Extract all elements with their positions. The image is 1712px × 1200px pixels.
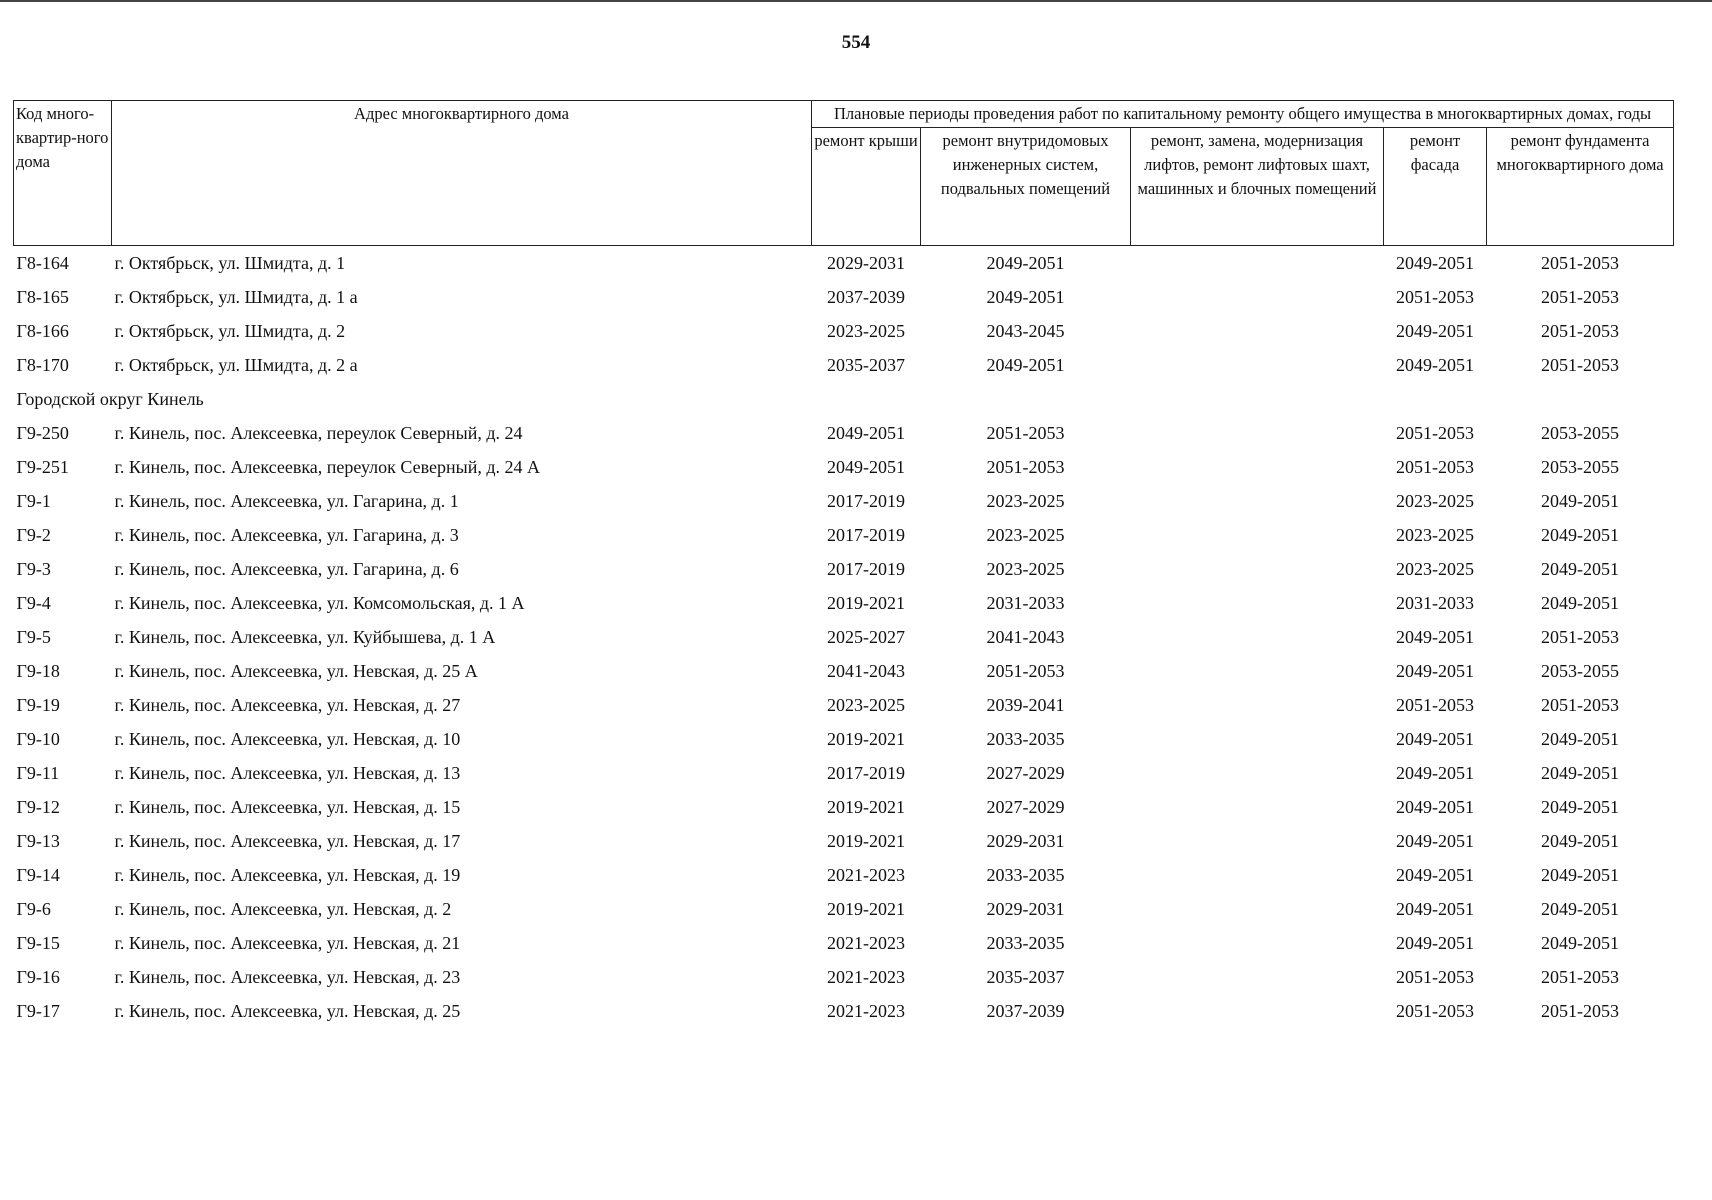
cell-address: г. Кинель, пос. Алексеевка, ул. Невская, д. 15	[114, 796, 461, 817]
table-row	[14, 314, 1674, 348]
table-row	[14, 348, 1674, 382]
cell-facade: 2049-2051	[1396, 932, 1474, 953]
cell-foundation: 2049-2051	[1541, 796, 1620, 817]
cell-systems: 2049-2051	[986, 252, 1065, 273]
cell-roof: 2017-2019	[827, 490, 905, 511]
cell-foundation: 2051-2053	[1541, 320, 1620, 341]
table-row	[14, 484, 1674, 518]
table-row	[14, 960, 1674, 994]
cell-lifts	[1131, 416, 1384, 450]
cell-code: Г9-11	[16, 762, 60, 783]
cell-address: г. Кинель, пос. Алексеевка, ул. Невская, д. 19	[114, 864, 461, 885]
table-row	[14, 620, 1674, 654]
cell-code: Г9-251	[16, 456, 69, 477]
cell-roof: 2035-2037	[827, 354, 905, 375]
cell-roof: 2021-2023	[827, 966, 905, 987]
cell-address: г. Кинель, пос. Алексеевка, ул. Гагарина, д. 1	[114, 490, 459, 511]
cell-systems: 2027-2029	[986, 796, 1065, 817]
cell-lifts	[1131, 552, 1384, 586]
cell-address: г. Кинель, пос. Алексеевка, переулок Северный, д. 24	[114, 422, 523, 443]
cell-foundation: 2049-2051	[1541, 558, 1620, 579]
cell-roof: 2021-2023	[827, 1000, 905, 1021]
cell-lifts	[1131, 246, 1384, 281]
cell-roof: 2023-2025	[827, 694, 905, 715]
cell-lifts	[1131, 926, 1384, 960]
cell-facade: 2023-2025	[1396, 524, 1474, 545]
cell-address: г. Кинель, пос. Алексеевка, ул. Невская, д. 21	[114, 932, 461, 953]
cell-code: Г8-164	[16, 252, 69, 273]
cell-foundation: 2051-2053	[1541, 966, 1620, 987]
cell-address: г. Кинель, пос. Алексеевка, ул. Комсомольская, д. 1 А	[114, 592, 525, 613]
cell-lifts	[1131, 892, 1384, 926]
cell-lifts	[1131, 960, 1384, 994]
cell-lifts	[1131, 756, 1384, 790]
cell-systems: 2023-2025	[986, 558, 1065, 579]
cell-foundation: 2051-2053	[1541, 252, 1620, 273]
cell-address: г. Октябрьск, ул. Шмидта, д. 2 а	[114, 354, 358, 375]
table-row	[14, 722, 1674, 756]
header-foundation: ремонт фундамента многоквартирного дома	[1487, 128, 1674, 246]
cell-roof: 2025-2027	[827, 626, 905, 647]
cell-foundation: 2053-2055	[1541, 422, 1620, 443]
cell-address: г. Кинель, пос. Алексеевка, ул. Невская, д. 25 А	[114, 660, 478, 681]
cell-foundation: 2051-2053	[1541, 354, 1620, 375]
cell-systems: 2027-2029	[986, 762, 1065, 783]
cell-address: г. Кинель, пос. Алексеевка, ул. Невская, д. 23	[114, 966, 461, 987]
cell-facade: 2049-2051	[1396, 762, 1474, 783]
cell-facade: 2051-2053	[1396, 286, 1474, 307]
cell-facade: 2051-2053	[1396, 422, 1474, 443]
cell-code: Г9-17	[16, 1000, 60, 1021]
cell-foundation: 2051-2053	[1541, 694, 1620, 715]
cell-code: Г9-16	[16, 966, 60, 987]
table-row	[14, 994, 1674, 1028]
page-number: 554	[841, 32, 871, 53]
cell-facade: 2023-2025	[1396, 558, 1474, 579]
cell-foundation: 2051-2053	[1541, 626, 1620, 647]
cell-facade: 2031-2033	[1396, 592, 1474, 613]
table-row	[14, 280, 1674, 314]
cell-code: Г9-3	[16, 558, 51, 579]
cell-foundation: 2049-2051	[1541, 762, 1620, 783]
table-row	[14, 450, 1674, 484]
cell-systems: 2037-2039	[986, 1000, 1065, 1021]
cell-systems: 2033-2035	[986, 728, 1065, 749]
cell-systems: 2041-2043	[986, 626, 1065, 647]
group-row	[14, 382, 1674, 416]
cell-lifts	[1131, 688, 1384, 722]
cell-systems: 2029-2031	[986, 898, 1065, 919]
table-row	[14, 892, 1674, 926]
cell-facade: 2049-2051	[1396, 898, 1474, 919]
cell-foundation: 2049-2051	[1541, 592, 1620, 613]
cell-systems: 2031-2033	[986, 592, 1065, 613]
cell-address: г. Кинель, пос. Алексеевка, ул. Куйбышева, д. 1 А	[114, 626, 496, 647]
cell-foundation: 2053-2055	[1541, 660, 1620, 681]
cell-code: Г9-2	[16, 524, 51, 545]
cell-facade: 2049-2051	[1396, 320, 1474, 341]
cell-roof: 2049-2051	[827, 422, 905, 443]
header-address: Адрес многоквартирного дома	[112, 101, 812, 246]
table-row	[14, 926, 1674, 960]
cell-roof: 2019-2021	[827, 898, 905, 919]
capital-repair-table-wrapper	[13, 100, 1674, 1028]
cell-systems: 2023-2025	[986, 490, 1065, 511]
cell-facade: 2049-2051	[1396, 660, 1474, 681]
cell-facade: 2049-2051	[1396, 830, 1474, 851]
cell-address: г. Кинель, пос. Алексеевка, ул. Гагарина, д. 3	[114, 524, 459, 545]
cell-code: Г9-10	[16, 728, 60, 749]
cell-facade: 2049-2051	[1396, 728, 1474, 749]
cell-foundation: 2053-2055	[1541, 456, 1620, 477]
table-row	[14, 756, 1674, 790]
cell-code: Г9-13	[16, 830, 60, 851]
cell-roof: 2017-2019	[827, 524, 905, 545]
header-systems: ремонт внутридомовых инженерных систем, подвальных помещений	[921, 128, 1131, 246]
cell-systems: 2051-2053	[986, 456, 1065, 477]
cell-code: Г9-4	[16, 592, 51, 613]
cell-systems: 2023-2025	[986, 524, 1065, 545]
cell-lifts	[1131, 620, 1384, 654]
table-row	[14, 654, 1674, 688]
cell-systems: 2029-2031	[986, 830, 1065, 851]
cell-foundation: 2049-2051	[1541, 524, 1620, 545]
cell-roof: 2019-2021	[827, 728, 905, 749]
cell-code: Г9-18	[16, 660, 60, 681]
cell-address: г. Октябрьск, ул. Шмидта, д. 1	[114, 252, 346, 273]
cell-facade: 2023-2025	[1396, 490, 1474, 511]
table-row	[14, 586, 1674, 620]
cell-facade: 2051-2053	[1396, 456, 1474, 477]
table-row	[14, 246, 1674, 281]
cell-address: г. Кинель, пос. Алексеевка, ул. Гагарина, д. 6	[114, 558, 459, 579]
cell-roof: 2019-2021	[827, 830, 905, 851]
cell-address: г. Октябрьск, ул. Шмидта, д. 1 а	[114, 286, 358, 307]
cell-foundation: 2051-2053	[1541, 1000, 1620, 1021]
header-roof: ремонт крыши	[812, 128, 921, 246]
cell-systems: 2049-2051	[986, 354, 1065, 375]
top-rule	[0, 0, 1712, 2]
header-lifts: ремонт, замена, модернизация лифтов, ремонт лифтовых шахт, машинных и блочных помещений	[1131, 128, 1384, 246]
cell-address: г. Кинель, пос. Алексеевка, ул. Невская, д. 10	[114, 728, 461, 749]
cell-foundation: 2049-2051	[1541, 490, 1620, 511]
table-body	[14, 246, 1674, 1029]
cell-facade: 2049-2051	[1396, 626, 1474, 647]
cell-lifts	[1131, 484, 1384, 518]
cell-lifts	[1131, 722, 1384, 756]
cell-roof: 2021-2023	[827, 864, 905, 885]
table-row	[14, 858, 1674, 892]
cell-lifts	[1131, 518, 1384, 552]
cell-lifts	[1131, 450, 1384, 484]
cell-address: г. Октябрьск, ул. Шмидта, д. 2	[114, 320, 346, 341]
table-row	[14, 824, 1674, 858]
cell-roof: 2019-2021	[827, 796, 905, 817]
cell-lifts	[1131, 586, 1384, 620]
cell-address: г. Кинель, пос. Алексеевка, ул. Невская, д. 25	[114, 1000, 461, 1021]
cell-code: Г9-6	[16, 898, 51, 919]
cell-systems: 2049-2051	[986, 286, 1065, 307]
cell-roof: 2037-2039	[827, 286, 905, 307]
group-title: Городской округ Кинель	[16, 388, 204, 409]
cell-facade: 2051-2053	[1396, 966, 1474, 987]
cell-foundation: 2049-2051	[1541, 728, 1620, 749]
cell-code: Г9-14	[16, 864, 60, 885]
cell-code: Г8-166	[16, 320, 69, 341]
cell-roof: 2023-2025	[827, 320, 905, 341]
header-code: Код много-квартир-ного дома	[14, 101, 112, 246]
cell-address: г. Кинель, пос. Алексеевка, переулок Северный, д. 24 А	[114, 456, 541, 477]
cell-code: Г9-5	[16, 626, 51, 647]
table-row	[14, 518, 1674, 552]
cell-facade: 2049-2051	[1396, 354, 1474, 375]
table-row	[14, 552, 1674, 586]
cell-code: Г8-170	[16, 354, 69, 375]
cell-address: г. Кинель, пос. Алексеевка, ул. Невская, д. 2	[114, 898, 452, 919]
cell-lifts	[1131, 790, 1384, 824]
cell-systems: 2051-2053	[986, 660, 1065, 681]
cell-code: Г9-1	[16, 490, 51, 511]
cell-facade: 2051-2053	[1396, 1000, 1474, 1021]
capital-repair-table	[13, 100, 1674, 1028]
cell-lifts	[1131, 654, 1384, 688]
table-row	[14, 416, 1674, 450]
cell-facade: 2049-2051	[1396, 864, 1474, 885]
cell-facade: 2049-2051	[1396, 796, 1474, 817]
cell-systems: 2035-2037	[986, 966, 1065, 987]
cell-lifts	[1131, 994, 1384, 1028]
header-facade: ремонт фасада	[1384, 128, 1487, 246]
cell-roof: 2017-2019	[827, 558, 905, 579]
cell-code: Г9-19	[16, 694, 60, 715]
cell-systems: 2043-2045	[986, 320, 1065, 341]
cell-systems: 2039-2041	[986, 694, 1065, 715]
cell-foundation: 2049-2051	[1541, 898, 1620, 919]
cell-systems: 2051-2053	[986, 422, 1065, 443]
cell-facade: 2049-2051	[1396, 252, 1474, 273]
cell-lifts	[1131, 314, 1384, 348]
cell-roof: 2021-2023	[827, 932, 905, 953]
cell-code: Г9-15	[16, 932, 60, 953]
cell-code: Г9-250	[16, 422, 69, 443]
table-header	[14, 101, 1674, 246]
cell-address: г. Кинель, пос. Алексеевка, ул. Невская, д. 27	[114, 694, 461, 715]
cell-systems: 2033-2035	[986, 932, 1065, 953]
table-row	[14, 688, 1674, 722]
cell-address: г. Кинель, пос. Алексеевка, ул. Невская, д. 17	[114, 830, 461, 851]
header-periods: Плановые периоды проведения работ по капитальному ремонту общего имущества в многоквартирных домах, годы	[812, 101, 1674, 128]
cell-foundation: 2049-2051	[1541, 830, 1620, 851]
cell-foundation: 2051-2053	[1541, 286, 1620, 307]
cell-foundation: 2049-2051	[1541, 932, 1620, 953]
cell-roof: 2029-2031	[827, 252, 905, 273]
cell-roof: 2049-2051	[827, 456, 905, 477]
cell-facade: 2051-2053	[1396, 694, 1474, 715]
cell-systems: 2033-2035	[986, 864, 1065, 885]
cell-address: г. Кинель, пос. Алексеевка, ул. Невская, д. 13	[114, 762, 461, 783]
cell-code: Г9-12	[16, 796, 60, 817]
cell-roof: 2019-2021	[827, 592, 905, 613]
cell-foundation: 2049-2051	[1541, 864, 1620, 885]
cell-lifts	[1131, 858, 1384, 892]
cell-lifts	[1131, 824, 1384, 858]
cell-lifts	[1131, 280, 1384, 314]
cell-code: Г8-165	[16, 286, 69, 307]
cell-roof: 2017-2019	[827, 762, 905, 783]
table-row	[14, 790, 1674, 824]
cell-roof: 2041-2043	[827, 660, 905, 681]
cell-lifts	[1131, 348, 1384, 382]
